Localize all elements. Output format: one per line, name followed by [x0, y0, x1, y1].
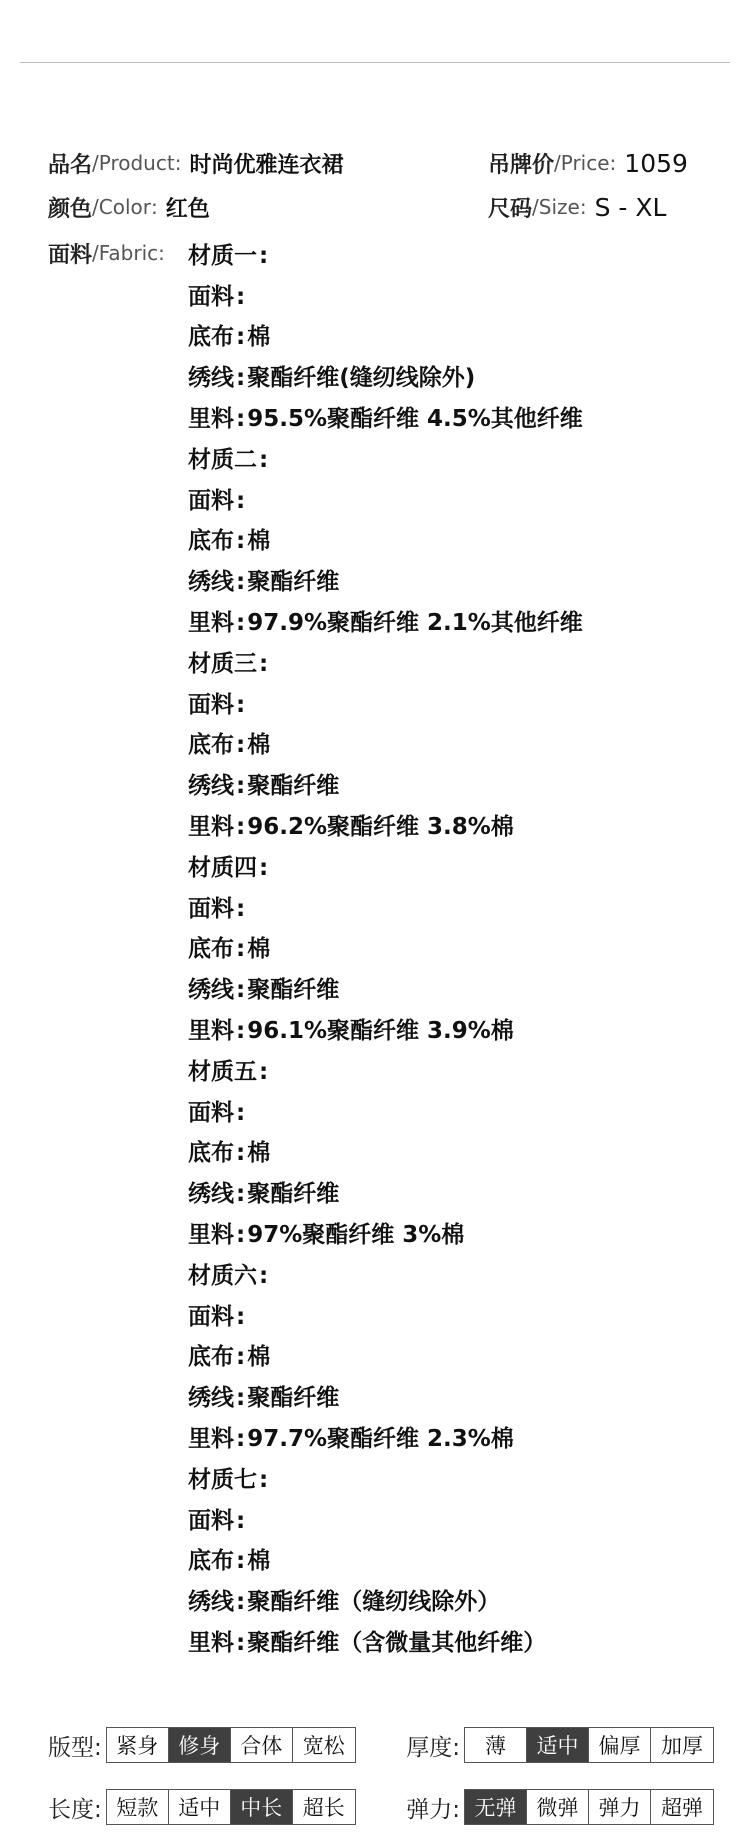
elasticity-option-super-stretch: 超弹	[651, 1790, 713, 1824]
material-line	[188, 1093, 708, 1134]
material-line-value: 97%聚酯纤维 3%棉	[247, 1222, 465, 1249]
length-option-medium: 适中	[169, 1790, 231, 1824]
material-line-colon: :	[236, 773, 246, 800]
top-divider	[20, 62, 730, 63]
material-line-label: 面料	[188, 1507, 234, 1534]
fit-option-slim-selected: 修身	[169, 1728, 231, 1762]
fit-label: 版型:	[48, 1734, 102, 1761]
material-line-label: 材质三	[188, 650, 257, 677]
material-line-label: 底布	[188, 324, 234, 351]
fabric-composition-list	[188, 236, 708, 1664]
fit-options	[106, 1727, 356, 1763]
material-line	[188, 440, 708, 481]
material-line-colon: :	[236, 1140, 246, 1167]
color-label-cn: 颜色	[48, 196, 93, 222]
material-line-label: 材质七	[188, 1466, 257, 1493]
material-line-colon: :	[236, 1629, 246, 1656]
length-attribute	[48, 1789, 356, 1825]
material-line-value: 95.5%聚酯纤维 4.5%其他纤维	[247, 406, 583, 433]
size-label-en: /Size	[532, 195, 580, 219]
thickness-option-medium-selected: 适中	[527, 1728, 589, 1762]
material-line-colon: :	[236, 365, 246, 392]
material-line-label: 绣线	[188, 1589, 234, 1616]
material-line	[188, 1011, 708, 1052]
product-name-colon: :	[174, 151, 182, 175]
thickness-options	[464, 1727, 714, 1763]
material-line	[188, 1378, 708, 1419]
material-line-colon: :	[259, 650, 269, 677]
price-colon: :	[609, 151, 617, 175]
product-name-label-en: /Product	[92, 151, 175, 175]
material-line	[188, 603, 708, 644]
material-line-value: 96.1%聚酯纤维 3.9%棉	[247, 1018, 514, 1045]
material-line-colon: :	[236, 528, 246, 555]
material-line-value: 聚酯纤维	[247, 773, 340, 800]
fit-option-loose: 宽松	[293, 1728, 355, 1762]
material-line	[188, 766, 708, 807]
thickness-option-thickish: 偏厚	[589, 1728, 651, 1762]
material-line-label: 绣线	[188, 1385, 234, 1412]
material-line-colon: :	[259, 446, 269, 473]
material-line-label: 底布	[188, 528, 234, 555]
material-line	[188, 1419, 708, 1460]
product-name-field	[48, 148, 343, 179]
price-label-en: /Price	[554, 151, 610, 175]
material-line-colon: :	[236, 691, 246, 718]
material-line-label: 面料	[188, 283, 234, 310]
material-line-label: 里料	[188, 1222, 234, 1249]
material-line	[188, 807, 708, 848]
elasticity-option-slight: 微弹	[527, 1790, 589, 1824]
material-line-value: 棉	[247, 528, 271, 555]
material-line-colon: :	[236, 569, 246, 596]
material-line-colon: :	[236, 1344, 246, 1371]
material-line-label: 底布	[188, 1548, 234, 1575]
material-line-value: 97.7%聚酯纤维 2.3%棉	[247, 1426, 514, 1452]
fit-attribute	[48, 1727, 356, 1763]
material-line-label: 绣线	[188, 1181, 234, 1208]
product-name-value: 时尚优雅连衣裙	[189, 152, 344, 178]
product-price-row	[48, 146, 702, 180]
material-line-label: 材质四	[188, 854, 257, 881]
fabric-label-cn: 面料	[48, 242, 93, 268]
material-line-colon: :	[236, 283, 246, 310]
material-line	[188, 1460, 708, 1501]
material-line-colon: :	[236, 1018, 246, 1045]
thickness-label: 厚度:	[406, 1734, 460, 1761]
price-field	[488, 148, 702, 179]
material-line	[188, 399, 708, 440]
material-line	[188, 481, 708, 522]
elasticity-options	[464, 1789, 714, 1825]
material-line	[188, 1338, 708, 1379]
material-line-label: 面料	[188, 487, 234, 514]
material-line-colon: :	[236, 610, 246, 637]
material-line-value: 棉	[247, 1344, 271, 1371]
price-value: 1059	[624, 148, 688, 178]
material-line-colon: :	[236, 406, 246, 433]
material-line-label: 面料	[188, 1099, 234, 1126]
material-line	[188, 277, 708, 318]
material-line-colon: :	[259, 1466, 269, 1493]
elasticity-attribute	[406, 1789, 714, 1825]
material-line	[188, 236, 708, 277]
material-line-label: 里料	[188, 610, 234, 637]
material-line-value: 聚酯纤维	[247, 1385, 340, 1412]
length-option-short: 短款	[107, 1790, 169, 1824]
length-elasticity-row	[48, 1789, 714, 1825]
thickness-option-thin: 薄	[465, 1728, 527, 1762]
length-option-extra-long: 超长	[293, 1790, 355, 1824]
size-label-cn: 尺码	[488, 196, 533, 222]
material-line	[188, 1297, 708, 1338]
material-line-label: 绣线	[188, 977, 234, 1004]
material-line-label: 绣线	[188, 773, 234, 800]
material-line-colon: :	[259, 1262, 269, 1289]
material-line-colon: :	[236, 1303, 246, 1330]
length-options	[106, 1789, 356, 1825]
material-line	[188, 1134, 708, 1175]
material-line-value: 聚酯纤维（含微量其他纤维）	[247, 1629, 547, 1656]
fabric-field	[48, 236, 173, 270]
length-option-midlong-selected: 中长	[231, 1790, 293, 1824]
material-line	[188, 1215, 708, 1256]
material-line-label: 材质二	[188, 446, 257, 473]
material-line	[188, 889, 708, 930]
material-line-colon: :	[236, 1181, 246, 1208]
material-line-value: 棉	[247, 732, 271, 759]
material-line	[188, 1582, 708, 1623]
material-line-colon: :	[236, 1548, 246, 1575]
material-line-label: 底布	[188, 936, 234, 963]
material-line-colon: :	[236, 936, 246, 963]
fabric-label-en: /Fabric	[92, 241, 159, 265]
elasticity-label: 弹力:	[406, 1796, 460, 1823]
product-name-label-cn: 品名	[48, 152, 93, 178]
material-line-value: 聚酯纤维	[247, 1181, 340, 1208]
material-line	[188, 726, 708, 767]
material-line-value: 聚酯纤维(缝纫线除外)	[247, 365, 476, 392]
material-line-colon: :	[259, 242, 269, 269]
material-line-colon: :	[236, 895, 246, 922]
material-line-value: 96.2%聚酯纤维 3.8%棉	[247, 814, 514, 841]
material-line-label: 里料	[188, 1629, 234, 1656]
thickness-attribute	[406, 1727, 714, 1763]
material-line-value: 棉	[247, 1548, 271, 1575]
color-field	[48, 192, 210, 223]
material-line-value: 棉	[247, 1140, 271, 1167]
fit-thickness-row	[48, 1727, 714, 1763]
material-line-label: 材质一	[188, 242, 257, 269]
material-line	[188, 1174, 708, 1215]
material-line	[188, 522, 708, 563]
material-line-label: 里料	[188, 814, 234, 841]
material-line	[188, 1052, 708, 1093]
material-line-colon: :	[259, 1058, 269, 1085]
material-line	[188, 644, 708, 685]
material-line-colon: :	[236, 814, 246, 841]
material-line-value: 聚酯纤维（缝纫线除外）	[247, 1589, 501, 1616]
elasticity-option-none-selected: 无弹	[465, 1790, 527, 1824]
material-line-colon: :	[259, 854, 269, 881]
material-line-label: 底布	[188, 732, 234, 759]
material-line-label: 绣线	[188, 365, 234, 392]
material-line-label: 材质六	[188, 1262, 257, 1289]
size-colon: :	[579, 195, 587, 219]
material-line-colon: :	[236, 977, 246, 1004]
material-line	[188, 970, 708, 1011]
thickness-option-thick: 加厚	[651, 1728, 713, 1762]
material-line-label: 面料	[188, 691, 234, 718]
material-line-colon: :	[236, 487, 246, 514]
color-label-en: /Color	[92, 195, 151, 219]
material-line-colon: :	[236, 1099, 246, 1126]
material-line-colon: :	[236, 1589, 246, 1616]
material-line-colon: :	[236, 1385, 246, 1412]
material-line-value: 97.9%聚酯纤维 2.1%其他纤维	[247, 610, 583, 637]
fabric-colon: :	[158, 241, 165, 265]
material-line-colon: :	[236, 732, 246, 759]
material-line-colon: :	[236, 1222, 246, 1249]
material-line-label: 里料	[188, 1018, 234, 1045]
material-line-colon: :	[236, 1426, 246, 1452]
material-line-value: 聚酯纤维	[247, 569, 340, 596]
length-label: 长度:	[48, 1796, 102, 1823]
size-field	[488, 192, 702, 223]
material-line	[188, 685, 708, 726]
material-line-label: 面料	[188, 895, 234, 922]
material-line	[188, 1542, 708, 1583]
fit-option-regular: 合体	[231, 1728, 293, 1762]
material-line-label: 里料	[188, 1426, 234, 1452]
price-label-cn: 吊牌价	[488, 152, 555, 178]
size-value: S - XL	[594, 192, 667, 222]
material-line	[188, 318, 708, 359]
material-line-label: 材质五	[188, 1058, 257, 1085]
material-line	[188, 1256, 708, 1297]
material-line-colon: :	[236, 324, 246, 351]
material-line	[188, 930, 708, 971]
material-line-label: 绣线	[188, 569, 234, 596]
material-line-value: 棉	[247, 936, 271, 963]
material-line	[188, 1623, 708, 1664]
material-line-value: 聚酯纤维	[247, 977, 340, 1004]
color-colon: :	[150, 195, 158, 219]
material-line	[188, 1501, 708, 1542]
color-value: 红色	[165, 196, 210, 222]
material-line	[188, 358, 708, 399]
material-line-label: 面料	[188, 1303, 234, 1330]
material-line	[188, 848, 708, 889]
fit-option-tight: 紧身	[107, 1728, 169, 1762]
material-line-colon: :	[236, 1507, 246, 1534]
material-line-label: 底布	[188, 1140, 234, 1167]
elasticity-option-stretch: 弹力	[589, 1790, 651, 1824]
material-line-label: 里料	[188, 406, 234, 433]
material-line-label: 底布	[188, 1344, 234, 1371]
material-line-value: 棉	[247, 324, 271, 351]
color-size-row	[48, 190, 702, 224]
material-line	[188, 562, 708, 603]
